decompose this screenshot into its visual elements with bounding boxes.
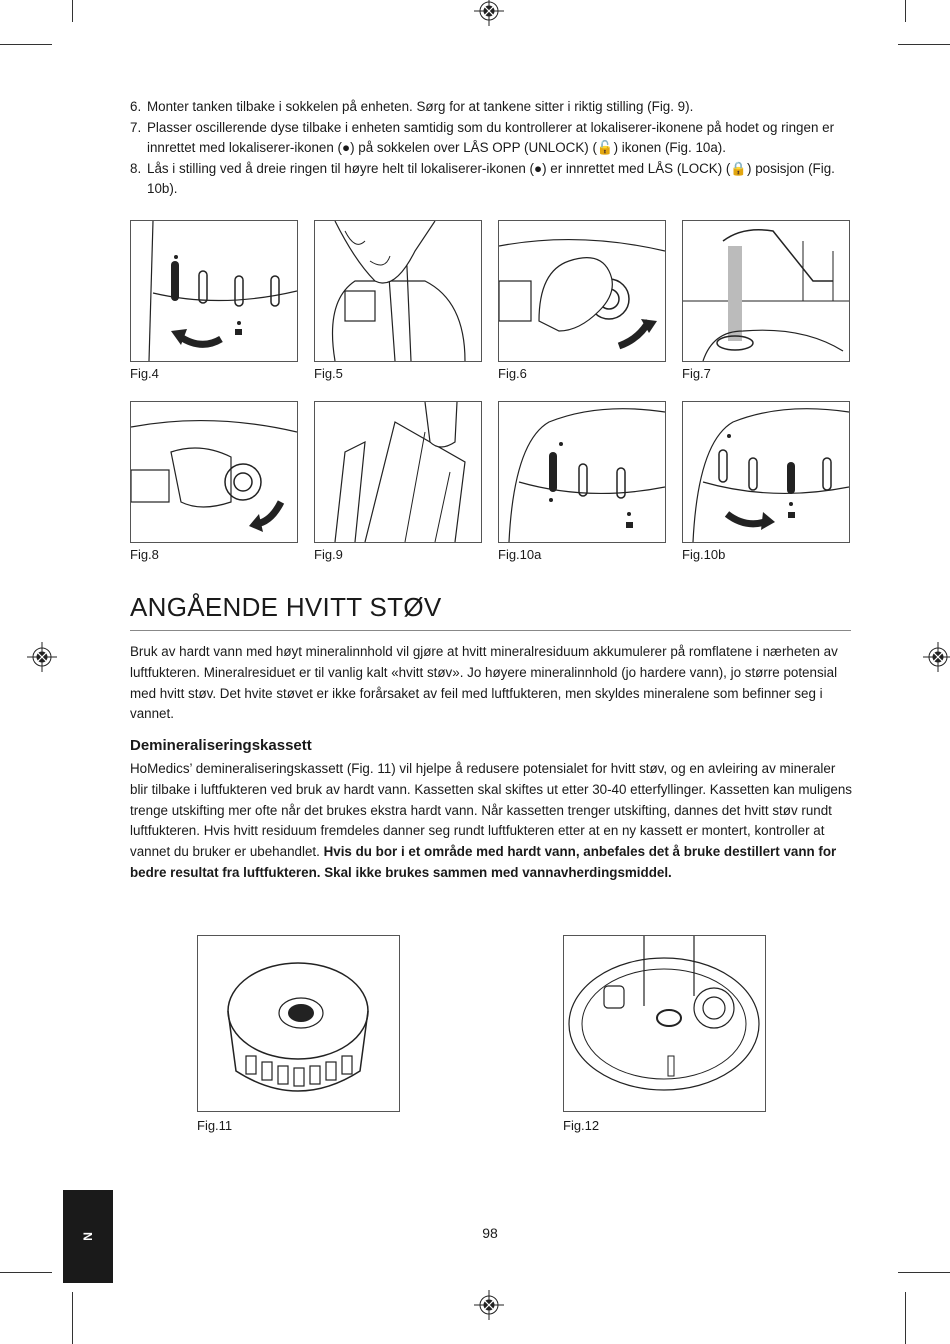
registration-mark-icon (27, 642, 57, 672)
assembly-steps (130, 97, 850, 200)
crop-mark (72, 0, 73, 22)
language-tab-label: N (81, 1232, 95, 1241)
figure-10a (498, 401, 666, 566)
section-title: ANGÅENDE HVITT STØV (130, 592, 442, 622)
figure-4 (130, 220, 298, 385)
figure-8-image (130, 401, 298, 543)
figure-caption: Fig.9 (314, 547, 343, 562)
body-bold-text: Hvis du bor i et område med hardt vann, anbefales det å bruke destillert vann for bedre resultat fra luftfukteren. Skal ikke brukes sammen med vannavherdingsmiddel. (130, 844, 837, 880)
crop-mark (898, 1272, 950, 1273)
step-7 (130, 118, 850, 159)
step-number: 8. (130, 160, 142, 176)
page-number: 98 (482, 1225, 498, 1241)
figure-caption: Fig.10b (682, 547, 726, 562)
figure-7-image (682, 220, 850, 362)
registration-mark-icon (923, 642, 950, 672)
figure-caption: Fig.10a (498, 547, 542, 562)
body-text: HoMedics’ demineraliseringskassett (Fig. 11) vil hjelpe å redusere potensialet for hvitt støv, og en avleiring av mineraler blir tilbake i luftfukteren ved bruk av hardt vann. Kassetten skal skiftes ut etter 30-40 etterfyllinger. Kassetten kan muligens trenge utskifting mer ofte når det brukes ekstra hardt vann. Når kassetten trenger utskifting, dannes det hvitt støv rundt luftfukteren. Hvis hvitt residuum fremdeles danner seg rundt luftfukteren etter at en ny kassett er montert, kontroller at vannet du bruker er ubehandlet. (130, 761, 852, 860)
registration-mark-icon (474, 1290, 504, 1320)
crop-mark (905, 1292, 906, 1344)
figure-caption: Fig.6 (498, 366, 527, 381)
figure-10b (682, 401, 850, 566)
figure-caption: Fig.8 (130, 547, 159, 562)
figure-9 (314, 401, 482, 566)
step-number: 7. (130, 119, 142, 135)
language-tab (63, 1190, 113, 1283)
step-8 (130, 159, 850, 200)
figure-caption: Fig.7 (682, 366, 711, 381)
crop-mark (905, 0, 906, 22)
step-text: Lås i stilling ved å dreie ringen til høyre helt til lokaliserer-ikonen (●) er innrettet med LÅS (LOCK) (🔒) posisjon (Fig. 10b). (147, 160, 835, 196)
step-text: Plasser oscillerende dyse tilbake i enheten samtidig som du kontrollerer at lokaliserer-ikonene på hodet og ringen er innrettet med lokaliserer-ikonen (●) på sokkelen over LÅS OPP (UNLOCK) (🔓) ikonen (Fig. 10a). (147, 119, 835, 155)
subheading: Demineraliseringskassett (130, 737, 312, 754)
figure-5 (314, 220, 482, 385)
figure-caption: Fig.5 (314, 366, 343, 381)
figure-11 (197, 935, 400, 1140)
figure-7 (682, 220, 850, 385)
body-paragraph (130, 759, 852, 884)
figure-caption: Fig.4 (130, 366, 159, 381)
intro-paragraph: Bruk av hardt vann med høyt mineralinnhold vil gjøre at hvitt mineralresiduum akkumulerer på romflatene i nærheten av luftfukteren. Mineralresiduet er til vanlig kalt «hvitt støv». Jo høyere mineralinnhold (jo hardere vann), jo større potensial med hvitt støv. Det hvite støvet er ikke forårsaket av feil med luftfukteren, men skyldes mineralene som befinner seg i vannet. (130, 644, 838, 722)
figure-6-image (498, 220, 666, 362)
figure-5-image (314, 220, 482, 362)
registration-mark-icon (474, 0, 504, 26)
figure-12 (563, 935, 766, 1140)
figure-10b-image (682, 401, 850, 543)
section-divider (130, 630, 851, 631)
step-text: Monter tanken tilbake i sokkelen på enheten. Sørg for at tankene sitter i riktig stilling (Fig. 9). (147, 99, 694, 114)
figure-4-image (130, 220, 298, 362)
figure-8 (130, 401, 298, 566)
crop-mark (898, 44, 950, 45)
crop-mark (0, 1272, 52, 1273)
figure-caption: Fig.11 (197, 1118, 233, 1133)
figure-11-image (197, 935, 400, 1112)
step-6 (130, 97, 850, 118)
crop-mark (0, 44, 52, 45)
figure-9-image (314, 401, 482, 543)
figure-caption: Fig.12 (563, 1118, 600, 1133)
figure-6 (498, 220, 666, 385)
figure-12-image (563, 935, 766, 1112)
crop-mark (72, 1292, 73, 1344)
step-number: 6. (130, 99, 142, 114)
figure-10a-image (498, 401, 666, 543)
